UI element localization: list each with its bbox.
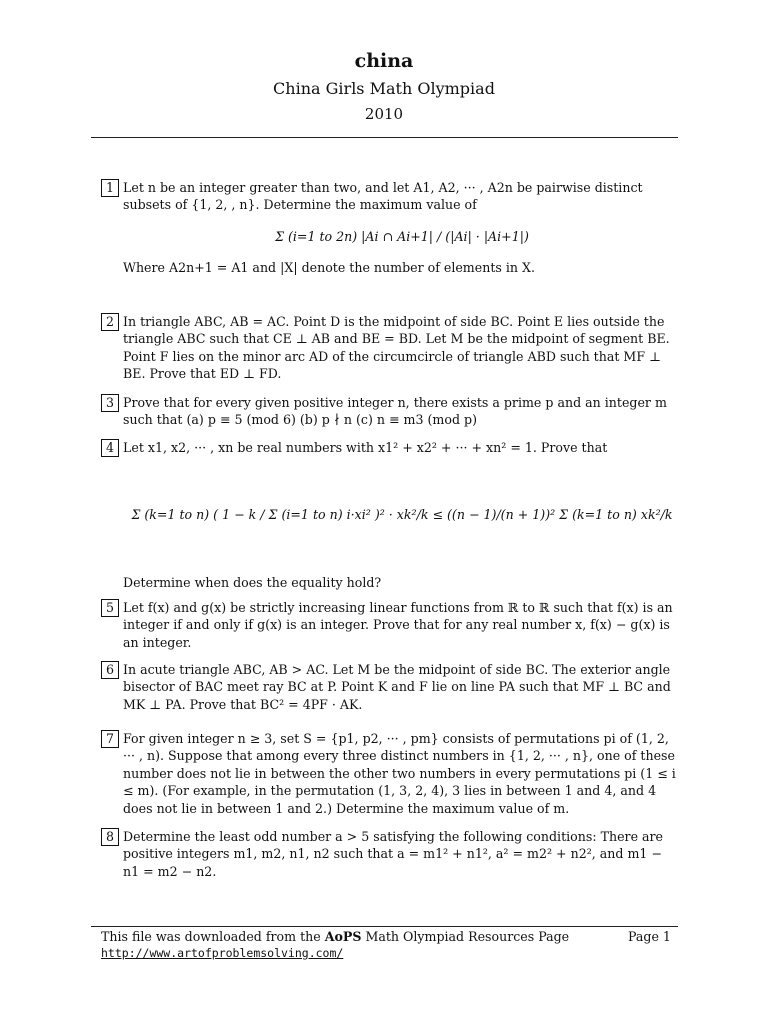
problem-text: Let n be an integer greater than two, and let A1, A2, ··· , A2n be pairwise distinct subsets of {1, 2, , n}. Determine the maximum value of bbox=[123, 180, 643, 213]
problem-text: In triangle ABC, AB = AC. Point D is the midpoint of side BC. Point E lies outside the triangle ABC such that CE ⊥ AB and BE = BD. Let M be the midpoint of segment BE. Point F lies on the minor arc AD of the circumcircle of triangle ABD such that MF ⊥ BE. Prove that ED ⊥ FD. bbox=[123, 314, 670, 382]
problem-text: Let f(x) and g(x) be strictly increasing linear functions from ℝ to ℝ such that f(x) is an integer if and only if g(x) is an integer. Prove that for any real number x, f(x) − g(x) is an integer. bbox=[123, 600, 673, 650]
problem-1 bbox=[101, 179, 681, 277]
problem-formula: Σ (i=1 to 2n) |Ai ∩ Ai+1| / (|Ai| · |Ai+1|) bbox=[275, 228, 529, 244]
contest-year: 2010 bbox=[364, 105, 404, 123]
problem-text: Let x1, x2, ··· , xn be real numbers with x1² + x2² + ··· + xn² = 1. Prove that bbox=[123, 440, 608, 455]
footer-prefix: This file was downloaded from the bbox=[101, 929, 325, 944]
problem-number-box: 4 bbox=[101, 439, 119, 457]
problem-text: In acute triangle ABC, AB > AC. Let M be the midpoint of side BC. The exterior angle bisector of BAC meet ray BC at P. Point K and F lie on line PA such that MF ⊥ BC and MK ⊥ PA. Prove that BC² = 4PF · AK. bbox=[123, 662, 671, 712]
footer-url-link[interactable]: http://www.artofproblemsolving.com/ bbox=[101, 946, 344, 960]
problem-number-box: 7 bbox=[101, 730, 119, 748]
footer-credit bbox=[101, 929, 569, 944]
problem-text-after: Determine when does the equality hold? bbox=[123, 574, 382, 590]
problem-number-box: 2 bbox=[101, 313, 119, 331]
problem-number-box: 3 bbox=[101, 394, 119, 412]
problem-number-box: 6 bbox=[101, 661, 119, 679]
contest-title: China Girls Math Olympiad bbox=[273, 79, 495, 98]
problem-number-box: 8 bbox=[101, 828, 119, 846]
problem-text-after: Where A2n+1 = A1 and |X| denote the number of elements in X. bbox=[123, 260, 535, 276]
problem-6 bbox=[101, 661, 681, 713]
problem-4 bbox=[101, 439, 681, 591]
problem-number-box: 1 bbox=[101, 179, 119, 197]
problem-5 bbox=[101, 599, 681, 651]
footer-divider bbox=[91, 926, 678, 927]
header-divider bbox=[91, 137, 678, 138]
page-number: Page 1 bbox=[628, 929, 671, 944]
problem-text: Determine the least odd number a > 5 satisfying the following conditions: There are positive integers m1, m2, n1, n2 such that a = m1² + n1², a² = m2² + n2², and m1 − n1 = m2 − n2. bbox=[123, 829, 664, 879]
footer-suffix: Math Olympiad Resources Page bbox=[361, 929, 570, 944]
problem-7 bbox=[101, 730, 681, 817]
problem-text: Prove that for every given positive integer n, there exists a prime p and an integer m such that (a) p ≡ 5 (mod 6) (b) p ∤ n (c) n ≡ m3 (mod p) bbox=[123, 395, 667, 428]
problem-3 bbox=[101, 394, 681, 429]
footer-brand: AoPS bbox=[324, 929, 362, 944]
problem-2 bbox=[101, 313, 681, 383]
problem-formula: Σ (k=1 to n) ( 1 − k / Σ (i=1 to n) i·xi² )² · xk²/k ≤ ((n − 1)/(n + 1))² Σ (k=1 to n) xk²/k bbox=[131, 507, 673, 523]
problem-number-box: 5 bbox=[101, 599, 119, 617]
problem-8 bbox=[101, 828, 681, 880]
country-title: china bbox=[354, 50, 414, 72]
problem-text: For given integer n ≥ 3, set S = {p1, p2, ··· , pm} consists of permutations pi of (1, 2, ··· , n). Suppose that among every three distinct numbers in {1, 2, ··· , n}, one of these number does not lie in between the other two numbers in every permutations pi (1 ≤ i ≤ m). (For example, in the permutation (1, 3, 2, 4), 3 lies in between 1 and 4, and 4 does not lie in between 1 and 2.) Determine the maximum value of m. bbox=[123, 731, 676, 816]
